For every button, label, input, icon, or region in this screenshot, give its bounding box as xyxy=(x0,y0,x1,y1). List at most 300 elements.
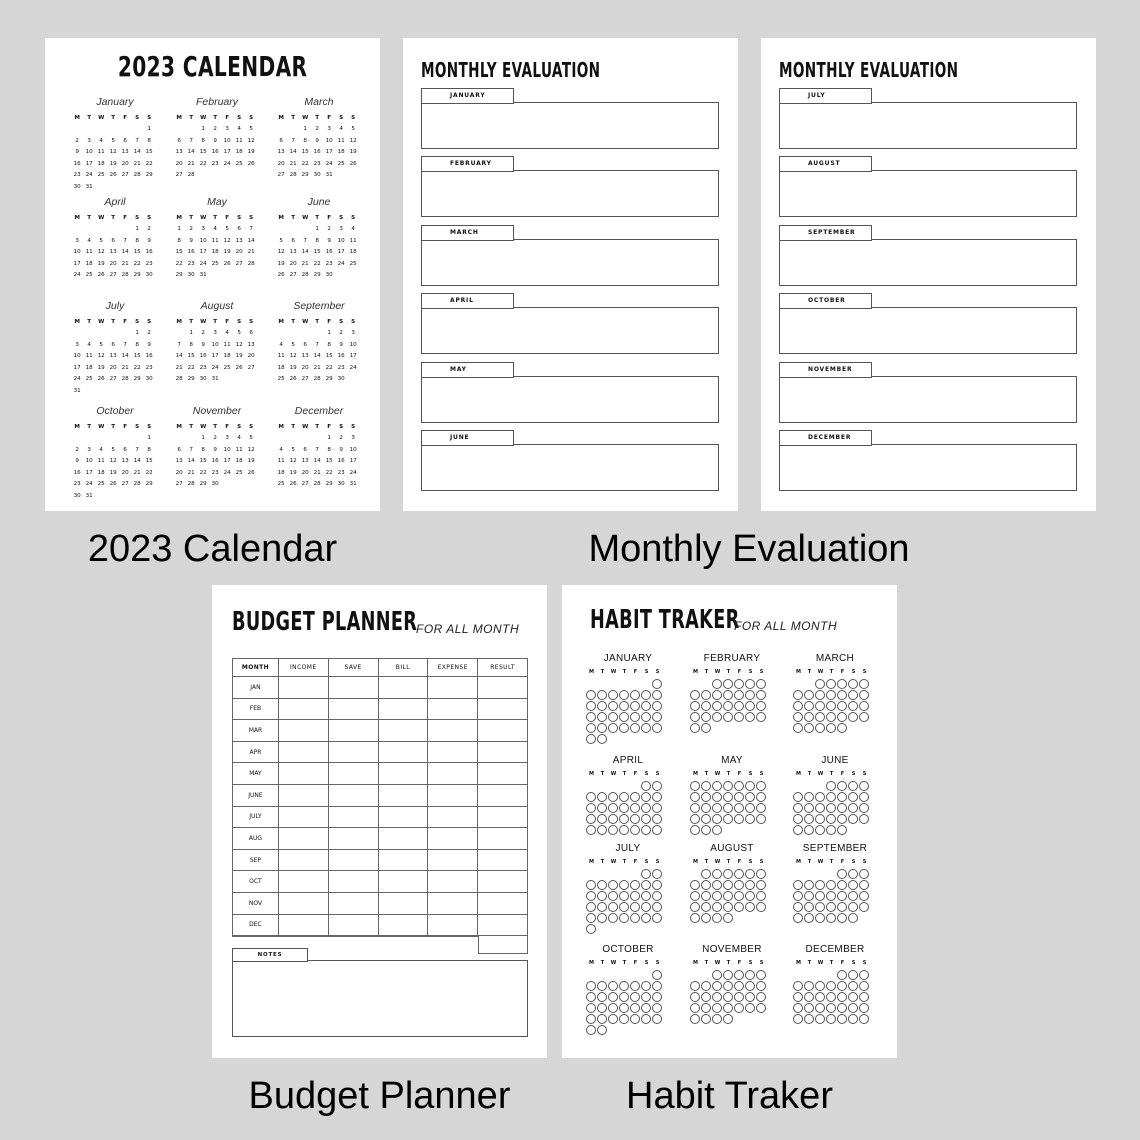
weekday-header: S xyxy=(851,960,856,966)
habit-month-grid xyxy=(793,667,877,747)
calendar-day: 9 xyxy=(75,149,79,155)
calendar-day: 19 xyxy=(289,364,297,371)
habit-day-circle xyxy=(712,792,722,802)
habit-day-circle xyxy=(848,992,858,1002)
weekday-header: T xyxy=(111,319,116,325)
calendar-day: 26 xyxy=(277,272,285,278)
calendar-day: 16 xyxy=(337,458,345,464)
habit-day-circle xyxy=(826,679,836,689)
weekday-header: T xyxy=(600,960,605,966)
calendar-day: 10 xyxy=(85,149,93,155)
habit-day-circle xyxy=(793,803,803,813)
habit-day-circle xyxy=(723,1014,733,1024)
calendar-day: 12 xyxy=(247,137,255,144)
habit-day-circle xyxy=(723,970,733,980)
habit-day-circle xyxy=(826,880,836,890)
calendar-day: 5 xyxy=(291,341,295,348)
habit-day-circle xyxy=(745,679,755,689)
habit-day-circle xyxy=(597,690,607,700)
habit-day-circle xyxy=(804,712,814,722)
budget-cell xyxy=(378,763,428,785)
calendar-day: 16 xyxy=(337,353,345,359)
calendar-day: 2 xyxy=(327,226,331,232)
calendar-day: 7 xyxy=(315,446,319,453)
habit-day-circle xyxy=(859,891,869,901)
calendar-day: 8 xyxy=(201,137,205,144)
budget-column-result: RESULT xyxy=(478,659,528,677)
calendar-day: 2 xyxy=(213,435,217,441)
habit-day-circle xyxy=(793,891,803,901)
calendar-day: 24 xyxy=(325,160,333,167)
evaluation-month-label: OCTOBER xyxy=(779,293,872,309)
habit-day-circle xyxy=(723,792,733,802)
weekday-header: T xyxy=(189,215,194,221)
habit-day-circle xyxy=(837,814,847,824)
weekday-header: S xyxy=(249,215,254,221)
calendar-day: 23 xyxy=(145,260,153,267)
habit-day-circle xyxy=(690,981,700,991)
habit-day-circle xyxy=(586,814,596,824)
weekday-header: M xyxy=(589,771,594,777)
habit-day-circle xyxy=(586,701,596,711)
habit-day-circle xyxy=(745,970,755,980)
calendar-day: 10 xyxy=(223,446,231,453)
habit-day-circle xyxy=(745,701,755,711)
calendar-day: 27 xyxy=(175,172,183,178)
evaluation-block-june xyxy=(421,430,719,492)
calendar-day: 29 xyxy=(175,272,183,278)
calendar-day: 9 xyxy=(189,237,193,244)
weekday-header: F xyxy=(327,319,332,325)
habit-day-circle xyxy=(826,1003,836,1013)
budget-row-month: JUNE xyxy=(233,784,279,806)
calendar-day: 8 xyxy=(327,446,331,453)
budget-cell xyxy=(478,763,528,785)
evaluation-block-september xyxy=(779,225,1077,287)
budget-title: BUDGET PLANNER xyxy=(232,607,418,637)
weekday-header: F xyxy=(225,424,230,430)
calendar-month-grid xyxy=(71,210,159,296)
habit-day-circle xyxy=(859,792,869,802)
budget-cell xyxy=(478,849,528,871)
habit-day-circle xyxy=(701,992,711,1002)
calendar-day: 6 xyxy=(111,237,115,244)
habit-day-circle xyxy=(734,690,744,700)
calendar-day: 12 xyxy=(349,137,357,144)
budget-row-month: DEC xyxy=(233,914,279,936)
weekday-header: S xyxy=(759,960,764,966)
habit-day-circle xyxy=(745,992,755,1002)
habit-day-circle xyxy=(712,701,722,711)
weekday-header: T xyxy=(622,859,627,865)
habit-day-circle xyxy=(586,891,596,901)
habit-day-circle xyxy=(837,891,847,901)
habit-day-circle xyxy=(608,701,618,711)
habit-day-circle xyxy=(723,869,733,879)
weekday-header: M xyxy=(278,319,284,325)
habit-day-circle xyxy=(848,1014,858,1024)
calendar-day: 19 xyxy=(109,469,117,476)
budget-cell xyxy=(328,720,378,742)
habit-day-circle xyxy=(641,1014,651,1024)
calendar-day: 17 xyxy=(85,469,93,476)
habit-day-circle xyxy=(837,869,847,879)
calendar-day: 1 xyxy=(135,226,139,232)
budget-cell xyxy=(478,871,528,893)
habit-day-circle xyxy=(723,1003,733,1013)
habit-day-circle xyxy=(859,992,869,1002)
evaluation-title: MONTHLY EVALUATION xyxy=(779,58,959,82)
weekday-header: T xyxy=(704,771,709,777)
habit-day-circle xyxy=(597,880,607,890)
habit-day-circle xyxy=(734,1003,744,1013)
calendar-day: 1 xyxy=(177,226,181,232)
habit-day-circle xyxy=(804,690,814,700)
calendar-day: 19 xyxy=(277,260,285,267)
habit-day-circle xyxy=(712,825,722,835)
habit-day-circle xyxy=(745,814,755,824)
budget-cell xyxy=(278,763,328,785)
calendar-day: 25 xyxy=(85,272,93,278)
calendar-day: 18 xyxy=(97,469,105,476)
calendar-day: 7 xyxy=(249,226,253,232)
evaluation-text-box xyxy=(421,444,719,491)
calendar-month-name: January xyxy=(96,96,134,108)
habit-month-october xyxy=(586,944,670,1038)
calendar-day: 14 xyxy=(133,149,141,155)
habit-day-circle xyxy=(652,880,662,890)
calendar-day: 30 xyxy=(73,183,81,190)
calendar-day: 27 xyxy=(109,272,117,278)
weekday-header: W xyxy=(302,319,309,325)
budget-row-month: JAN xyxy=(233,677,279,699)
habit-day-circle xyxy=(815,891,825,901)
calendar-day: 26 xyxy=(109,481,117,487)
calendar-day: 12 xyxy=(109,458,117,464)
habit-day-circle xyxy=(586,1003,596,1013)
habit-day-circle xyxy=(734,902,744,912)
budget-cell xyxy=(428,763,478,785)
habit-day-circle xyxy=(701,981,711,991)
calendar-day: 17 xyxy=(325,149,333,155)
habit-day-circle xyxy=(712,891,722,901)
weekday-header: S xyxy=(237,424,242,430)
budget-cell xyxy=(278,677,328,699)
habit-day-circle xyxy=(712,814,722,824)
habit-day-circle xyxy=(793,913,803,923)
habit-day-circle xyxy=(690,792,700,802)
habit-day-circle xyxy=(793,792,803,802)
habit-day-circle xyxy=(652,792,662,802)
weekday-header: T xyxy=(600,669,605,675)
calendar-day: 1 xyxy=(135,330,139,336)
calendar-day: 17 xyxy=(73,364,81,371)
habit-day-circle xyxy=(630,981,640,991)
habit-day-circle xyxy=(804,981,814,991)
calendar-month-grid xyxy=(173,419,261,505)
calendar-day: 5 xyxy=(111,137,115,144)
calendar-day: 14 xyxy=(175,353,183,359)
habit-day-circle xyxy=(630,814,640,824)
calendar-month-may xyxy=(173,196,261,296)
habit-day-circle xyxy=(815,712,825,722)
weekday-header: S xyxy=(135,424,140,430)
habit-day-circle xyxy=(712,913,722,923)
weekday-header: M xyxy=(176,215,182,221)
calendar-day: 25 xyxy=(235,160,243,167)
calendar-month-grid xyxy=(275,110,363,196)
evaluation-block-may xyxy=(421,362,719,424)
calendar-day: 22 xyxy=(313,260,321,267)
habit-month-grid xyxy=(793,958,877,1038)
habit-day-circle xyxy=(734,814,744,824)
weekday-header: S xyxy=(655,771,660,777)
calendar-day: 9 xyxy=(147,237,151,244)
habit-day-circle xyxy=(723,913,733,923)
habit-day-circle xyxy=(701,825,711,835)
calendar-month-november xyxy=(173,405,261,505)
budget-table-body xyxy=(233,677,528,936)
habit-day-circle xyxy=(859,712,869,722)
weekday-header: S xyxy=(851,771,856,777)
calendar-day: 6 xyxy=(303,446,307,453)
calendar-day: 15 xyxy=(133,353,141,359)
habit-day-circle xyxy=(848,712,858,722)
calendar-day: 25 xyxy=(97,172,105,178)
weekday-header: S xyxy=(862,669,867,675)
calendar-day: 29 xyxy=(133,272,141,278)
calendar-day: 15 xyxy=(145,458,153,464)
habit-day-circle xyxy=(837,981,847,991)
calendar-day: 4 xyxy=(339,126,343,132)
calendar-day: 7 xyxy=(315,341,319,348)
calendar-day: 8 xyxy=(189,341,193,348)
habit-month-grid xyxy=(690,857,774,937)
budget-column-expense: EXPENSE xyxy=(428,659,478,677)
calendar-month-august xyxy=(173,300,261,400)
habit-month-grid xyxy=(586,857,670,937)
budget-cell xyxy=(478,784,528,806)
calendar-day: 17 xyxy=(73,260,81,267)
habit-day-circle xyxy=(630,825,640,835)
calendar-day: 30 xyxy=(187,272,195,278)
calendar-day: 10 xyxy=(337,237,345,244)
weekday-header: T xyxy=(291,215,296,221)
habit-day-circle xyxy=(652,814,662,824)
calendar-month-june xyxy=(275,196,363,296)
calendar-day: 19 xyxy=(97,364,105,371)
habit-day-circle xyxy=(608,1003,618,1013)
budget-result-total-cell xyxy=(478,936,528,954)
habit-day-circle xyxy=(630,701,640,711)
calendar-day: 16 xyxy=(211,458,219,464)
calendar-day: 2 xyxy=(315,126,319,132)
habit-day-circle xyxy=(597,712,607,722)
habit-day-circle xyxy=(793,981,803,991)
weekday-header: T xyxy=(807,960,812,966)
calendar-day: 22 xyxy=(199,469,207,476)
calendar-day: 29 xyxy=(325,481,333,487)
calendar-day: 6 xyxy=(123,446,127,453)
evaluation-page-second-half xyxy=(761,38,1096,511)
calendar-day: 28 xyxy=(133,172,141,178)
calendar-day: 21 xyxy=(121,260,129,267)
habit-day-circle xyxy=(804,814,814,824)
budget-cell xyxy=(478,828,528,850)
habit-day-circle xyxy=(597,723,607,733)
weekday-header: S xyxy=(644,859,649,865)
calendar-day: 25 xyxy=(85,376,93,382)
calendar-month-july xyxy=(71,300,159,400)
budget-row-june xyxy=(233,784,528,806)
calendar-day: 27 xyxy=(175,481,183,487)
calendar-day: 7 xyxy=(135,137,139,144)
calendar-day: 5 xyxy=(99,341,103,348)
calendar-day: 18 xyxy=(277,469,285,476)
habit-day-circle xyxy=(586,992,596,1002)
weekday-header: T xyxy=(829,960,834,966)
weekday-header: F xyxy=(737,771,742,777)
weekday-header: F xyxy=(327,115,332,121)
evaluation-block-march xyxy=(421,225,719,287)
habit-day-circle xyxy=(756,803,766,813)
habit-day-circle xyxy=(712,869,722,879)
calendar-title: 2023 CALENDAR xyxy=(117,50,308,83)
evaluation-text-box xyxy=(779,307,1077,354)
habit-day-circle xyxy=(630,803,640,813)
calendar-day: 18 xyxy=(97,160,105,167)
calendar-day: 22 xyxy=(145,160,153,167)
calendar-day: 12 xyxy=(97,249,105,255)
habit-day-circle xyxy=(586,825,596,835)
calendar-day: 21 xyxy=(247,249,255,255)
calendar-day: 16 xyxy=(73,160,81,167)
calendar-day: 31 xyxy=(325,172,333,178)
habit-day-circle xyxy=(641,825,651,835)
calendar-day: 1 xyxy=(147,126,151,132)
habit-day-circle xyxy=(630,723,640,733)
calendar-page xyxy=(45,38,380,511)
habit-day-circle xyxy=(723,781,733,791)
calendar-day: 24 xyxy=(85,172,93,178)
budget-cell xyxy=(378,720,428,742)
habit-day-circle xyxy=(815,913,825,923)
weekday-header: W xyxy=(200,424,207,430)
calendar-day: 7 xyxy=(177,341,181,348)
habit-day-circle xyxy=(701,781,711,791)
habit-day-circle xyxy=(690,902,700,912)
habit-day-circle xyxy=(804,902,814,912)
calendar-day: 14 xyxy=(313,458,321,464)
habit-day-circle xyxy=(837,880,847,890)
calendar-day: 30 xyxy=(145,376,153,382)
calendar-day: 25 xyxy=(349,260,357,267)
weekday-header: T xyxy=(600,771,605,777)
habit-day-circle xyxy=(859,1014,869,1024)
weekday-header: T xyxy=(291,319,296,325)
habit-day-circle xyxy=(859,981,869,991)
habit-day-circle xyxy=(826,781,836,791)
weekday-header: M xyxy=(176,319,182,325)
calendar-day: 13 xyxy=(301,353,309,359)
weekday-header: T xyxy=(726,771,731,777)
habit-day-circle xyxy=(815,992,825,1002)
habit-day-circle xyxy=(652,869,662,879)
calendar-month-grid xyxy=(71,110,159,196)
calendar-day: 25 xyxy=(277,481,285,487)
habit-day-circle xyxy=(586,880,596,890)
weekday-header: W xyxy=(817,859,824,865)
calendar-day: 10 xyxy=(211,341,219,348)
habit-day-circle xyxy=(619,1014,629,1024)
calendar-day: 15 xyxy=(313,249,321,255)
calendar-day: 21 xyxy=(175,364,183,371)
calendar-day: 28 xyxy=(187,172,195,178)
calendar-day: 17 xyxy=(211,353,219,359)
budget-row-month: OCT xyxy=(233,871,279,893)
calendar-title-wrap xyxy=(45,50,380,83)
habit-day-circle xyxy=(652,701,662,711)
calendar-day: 9 xyxy=(339,341,343,348)
habit-day-circle xyxy=(793,701,803,711)
calendar-day: 14 xyxy=(187,458,195,464)
habit-month-grid xyxy=(793,857,877,937)
habit-day-circle xyxy=(723,902,733,912)
calendar-day: 20 xyxy=(277,160,285,167)
calendar-day: 25 xyxy=(235,469,243,476)
weekday-header: W xyxy=(302,115,309,121)
weekday-header: S xyxy=(237,319,242,325)
calendar-day: 14 xyxy=(121,353,129,359)
weekday-header: F xyxy=(633,669,638,675)
budget-separator-line xyxy=(232,936,478,937)
habit-day-circle xyxy=(804,1014,814,1024)
habit-month-january xyxy=(586,653,670,747)
calendar-day: 30 xyxy=(73,492,81,499)
weekday-header: T xyxy=(704,859,709,865)
habit-day-circle xyxy=(586,1014,596,1024)
weekday-header: M xyxy=(589,669,594,675)
weekday-header: S xyxy=(759,771,764,777)
weekday-header: T xyxy=(213,215,218,221)
calendar-day: 28 xyxy=(121,272,129,278)
calendar-day: 24 xyxy=(73,272,81,278)
habit-day-circle xyxy=(608,825,618,835)
budget-cell xyxy=(328,849,378,871)
habit-day-circle xyxy=(837,781,847,791)
calendar-day: 30 xyxy=(337,481,345,487)
habit-day-circle xyxy=(608,992,618,1002)
weekday-header: W xyxy=(817,771,824,777)
weekday-header: W xyxy=(98,115,105,121)
calendar-day: 15 xyxy=(187,353,195,359)
calendar-day: 1 xyxy=(315,226,319,232)
habit-day-circle xyxy=(723,712,733,722)
weekday-header: S xyxy=(147,319,152,325)
budget-row-aug xyxy=(233,828,528,850)
habit-day-circle xyxy=(723,814,733,824)
calendar-day: 6 xyxy=(303,341,307,348)
habit-day-circle xyxy=(597,701,607,711)
calendar-day: 16 xyxy=(199,353,207,359)
habit-day-circle xyxy=(837,792,847,802)
calendar-month-name: June xyxy=(307,196,331,208)
weekday-header: M xyxy=(693,771,698,777)
habit-day-circle xyxy=(723,992,733,1002)
weekday-header: T xyxy=(87,319,92,325)
habit-day-circle xyxy=(734,880,744,890)
calendar-day: 11 xyxy=(337,137,345,144)
